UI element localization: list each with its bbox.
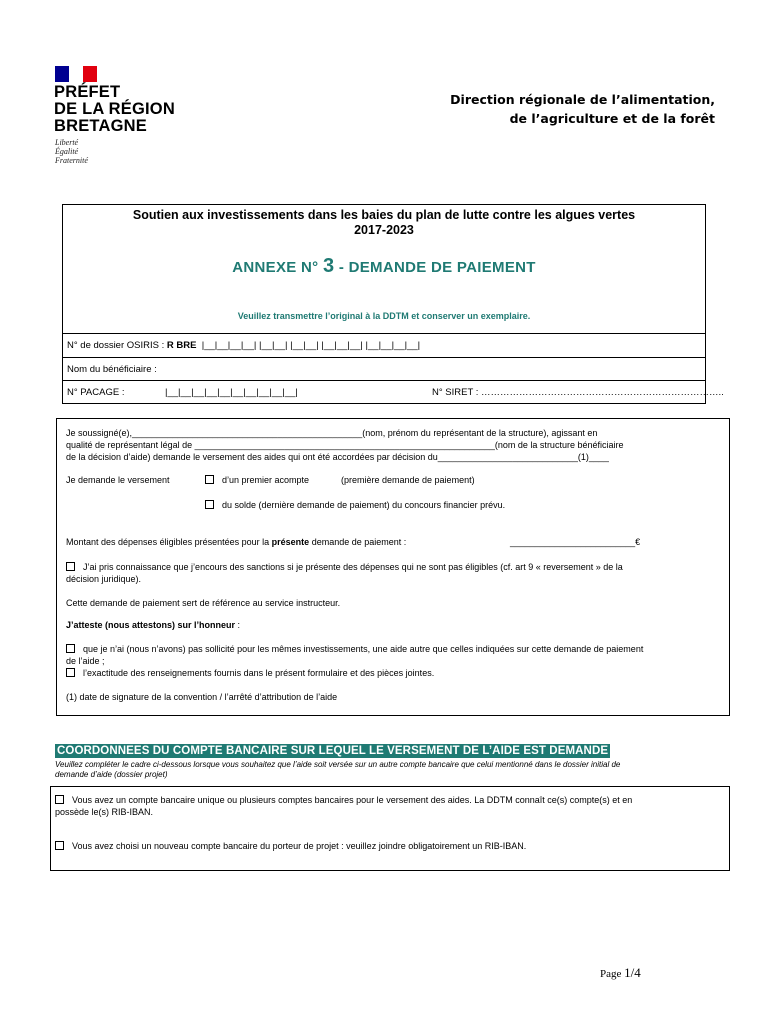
new-account-checkbox[interactable]: Vous avez choisi un nouveau compte bancaire du porteur de projet : veuillez joindre obligatoirement un RIB-IBAN. (55, 840, 526, 852)
direction-heading: Direction régionale de l’alimentation, de l’agriculture et de la forêt (450, 92, 715, 126)
reference-text: Cette demande de paiement sert de référence au service instructeur. (66, 598, 341, 608)
footnote: (1) date de signature de la convention / l’arrêté d’attribution de l’aide (66, 692, 338, 702)
attest-item-aide[interactable]: que je n’ai (nous n’avons) pas sollicité pour les mêmes investissements, une aide autre que celles indiquées sur cette demande de paiement de l’aide ; (66, 644, 644, 666)
divider (62, 357, 706, 358)
osiris-field[interactable]: N° de dossier OSIRIS : R BRE |__|__|__|__| |__|__| |__|__| |__|__|__| |__|__|__|__| (67, 340, 421, 351)
page-number: Page 1/4 (600, 965, 641, 980)
divider (62, 333, 706, 334)
montant-label: Montant des dépenses éligibles présentées pour la présente demande de paiement : (66, 537, 407, 547)
attest-item-exactitude[interactable]: l’exactitude des renseignements fournis dans le présent formulaire et des pièces jointes. (66, 667, 434, 679)
checkbox-icon[interactable] (205, 500, 214, 509)
checkbox-icon[interactable] (66, 644, 75, 653)
atteste-heading: J’atteste (nous attestons) sur l’honneur : (66, 620, 241, 630)
prefet-logo-text: PRÉFET DE LA RÉGION BRETAGNE (54, 83, 175, 135)
beneficiaire-field[interactable]: Nom du bénéficiaire : (67, 364, 157, 375)
annexe-heading: ANNEXE N° 3 - DEMANDE DE PAIEMENT (232, 255, 536, 277)
sanctions-statement[interactable]: J’ai pris connaissance que j’encours des sanctions si je présente des dépenses qui ne sont pas éligibles (cf. art 9 « reversement » de la décision juridique). (66, 562, 623, 584)
checkbox-icon[interactable] (55, 795, 64, 804)
transmit-note: Veuillez transmettre l’original à la DDTM et conserver un exemplaire. (237, 311, 531, 321)
divider (62, 380, 706, 381)
checkbox-icon[interactable] (205, 475, 214, 484)
solde-checkbox[interactable]: du solde (dernière demande de paiement) du concours financier prévu. (205, 499, 505, 511)
existing-account-checkbox[interactable]: Vous avez un compte bancaire unique ou plusieurs comptes bancaires pour le versement des aides. La DDTM connaît ce(s) compte(s) et en possède le(s) RIB-IBAN. (55, 795, 633, 817)
bank-section-note: Veuillez compléter le cadre ci-dessous lorsque vous souhaitez que l’aide soit versée sur un autre compte bancaire que celui mentionné dans le dossier initial de demande d’aide (dossier projet) (55, 760, 621, 779)
pacage-field[interactable]: |__|__|__|__|__|__|__|__|__|__| (165, 387, 298, 398)
republic-motto: Liberté Égalité Fraternité (55, 138, 88, 165)
checkbox-icon[interactable] (66, 668, 75, 677)
declaration-text: Je soussigné(e),______________________________________________(nom, prénom du représentant de la structure), agissant en qualité de représentant légal de ____________________________________________________________(nom de la structure bénéficiaire de la décision d’aide) demande le versement des aides qui ont été accordées par décision du____________________________(1)____ (66, 428, 624, 462)
montant-field[interactable]: _________________________€ (510, 537, 641, 547)
checkbox-icon[interactable] (66, 562, 75, 571)
bank-section-title: COORDONNEES DU COMPTE BANCAIRE SUR LEQUEL LE VERSEMENT DE L’AIDE EST DEMANDE (57, 745, 609, 757)
form-title: Soutien aux investissements dans les baies du plan de lutte contre les algues vertes 2017-2023 (132, 208, 636, 237)
versement-label: Je demande le versement (66, 475, 170, 485)
marianne-flag-icon (55, 66, 97, 82)
pacage-label: N° PACAGE : (67, 387, 125, 398)
first-acompte-checkbox[interactable]: d’un premier acompte (205, 474, 309, 486)
checkbox-icon[interactable] (55, 841, 64, 850)
option1-note: (première demande de paiement) (341, 475, 475, 485)
siret-field[interactable]: N° SIRET : ………………………………………………………………….. (432, 387, 724, 398)
